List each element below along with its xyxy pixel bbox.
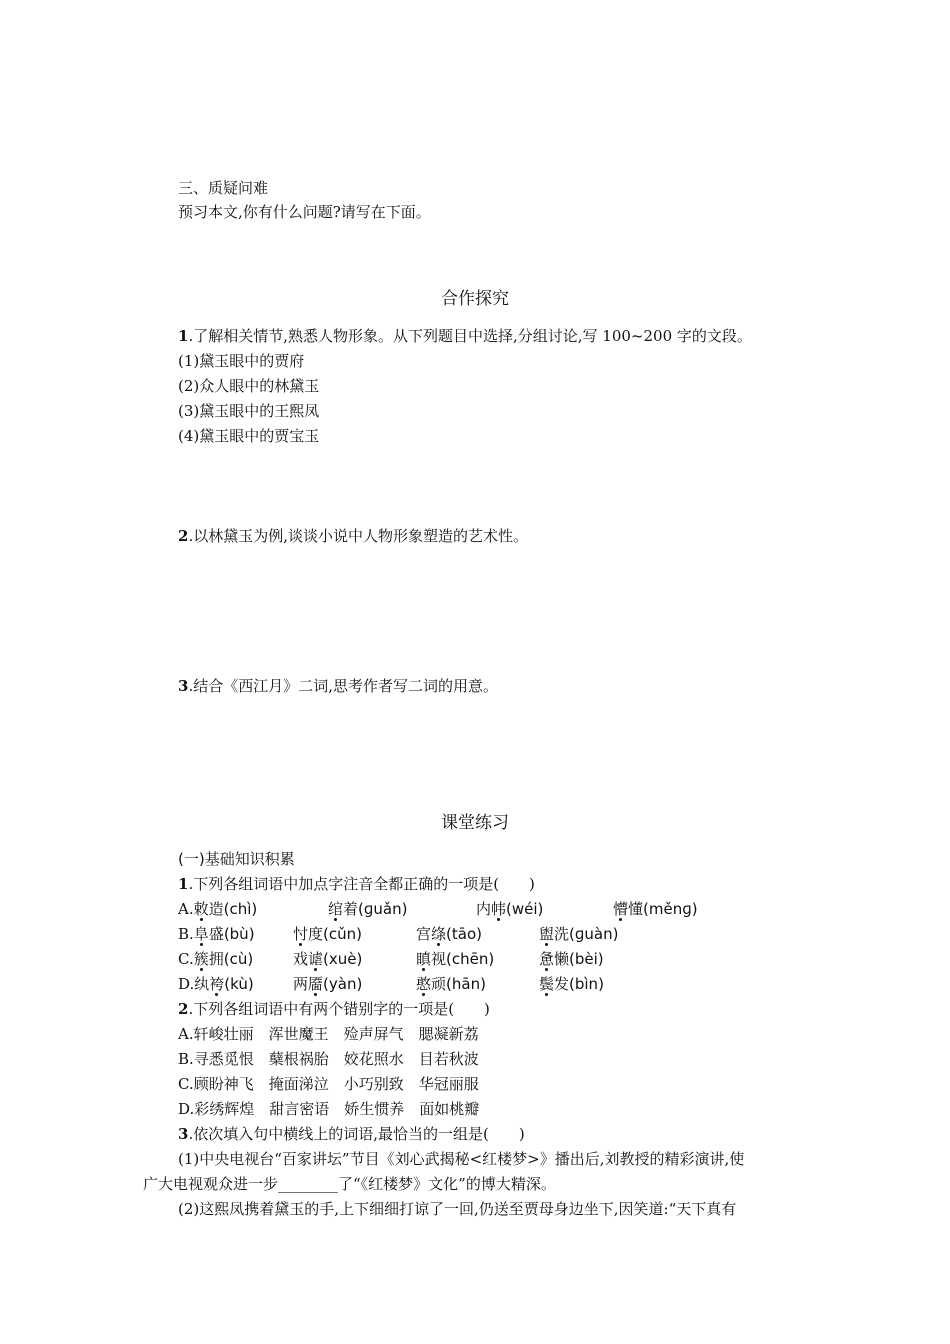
word-suffix-pinyin: (tāo) (446, 925, 482, 943)
dotted-character: 阜 (193, 925, 209, 943)
question-text: .了解相关情节,熟悉人物形象。从下列题目中选择,分组讨论,写 100~200 字的文段。 (188, 327, 752, 345)
word-suffix-pinyin: 盛(bù) (208, 925, 255, 943)
question-number: 3 (178, 1125, 189, 1143)
option-line: A.轩峻壮丽 浑世魔王 殓声屏气 腮凝新荔 (178, 1025, 479, 1043)
dotted-character: 憨 (416, 975, 432, 993)
word-suffix-pinyin: (wéi) (506, 900, 544, 918)
word-suffix-pinyin: 懒(bèi) (554, 950, 604, 968)
question-text: .下列各组词语中有两个错别字的一项是( ) (188, 1000, 490, 1018)
question-number: 2 (178, 527, 189, 545)
word-suffix-pinyin: 洗(ɡuàn) (554, 925, 619, 943)
option-label: C. (178, 950, 194, 968)
question-text: .依次填入句中横线上的词语,最恰当的一组是( ) (188, 1125, 525, 1143)
option-line: D.彩绣辉煌 甜言密语 娇生惯养 面如桃瓣 (178, 1100, 480, 1118)
dotted-character: 绦 (431, 925, 447, 943)
word-suffix-pinyin: 拥(cù) (208, 950, 254, 968)
pinyin-option-cell (416, 949, 494, 969)
word-suffix-pinyin: 着(ɡuǎn) (343, 900, 408, 918)
pinyin-option-cell (328, 899, 407, 919)
question-number: 2 (178, 1000, 189, 1018)
paragraph-line: (2)这熙凤携着黛玉的手,上下细细打谅了一回,仍送至贾母身边坐下,因笑道:“天下真有 (178, 1200, 737, 1218)
dotted-character: 靥 (308, 975, 324, 993)
word-prefix: 戏 (293, 950, 309, 968)
question-number: 3 (178, 677, 189, 695)
pinyin-option-cell (178, 899, 257, 919)
word-suffix-pinyin: 发(bìn) (554, 975, 604, 993)
pinyin-option-cell (178, 924, 255, 944)
pinyin-option-cell (539, 949, 604, 969)
word-prefix: 纨 (194, 975, 210, 993)
pinyin-option-cell (293, 949, 362, 969)
paragraph-line: (1)中央电视台“百家讲坛”节目《刘心武揭秘<红楼梦>》播出后,刘教授的精彩演讲,使 (178, 1150, 745, 1168)
dotted-character: 袴 (209, 975, 225, 993)
dotted-character: 簇 (193, 950, 209, 968)
option-line: B.寻悉觅恨 蘖根祸胎 姣花照水 目若秋波 (178, 1050, 479, 1068)
option-line: (3)黛玉眼中的王熙凤 (178, 402, 320, 420)
option-line: C.顾盼神飞 掩面涕泣 小巧别致 华冠丽服 (178, 1075, 479, 1093)
option-line: (1)黛玉眼中的贾府 (178, 352, 305, 370)
word-suffix-pinyin: 顽(hān) (431, 975, 486, 993)
section-prompt: 预习本文,你有什么问题?请写在下面。 (178, 203, 431, 221)
word-prefix: 两 (293, 975, 309, 993)
question-number: 1 (178, 875, 189, 893)
question-3 (178, 676, 498, 696)
subheading-basic-knowledge: (一)基础知识积累 (178, 850, 295, 868)
pinyin-option-cell (416, 974, 486, 994)
word-suffix-pinyin: (yàn) (323, 975, 363, 993)
dotted-character: 谑 (308, 950, 324, 968)
question-1 (178, 326, 752, 346)
word-suffix-pinyin: 造(chì) (208, 900, 258, 918)
word-suffix-pinyin: (xuè) (323, 950, 363, 968)
pinyin-option-cell (178, 974, 254, 994)
dotted-character: 绾 (328, 900, 344, 918)
question-number: 1 (178, 327, 189, 345)
word-suffix-pinyin: (kù) (224, 975, 254, 993)
option-line: (4)黛玉眼中的贾宝玉 (178, 427, 320, 445)
question-text: .以林黛玉为例,谈谈小说中人物形象塑造的艺术性。 (188, 527, 528, 545)
exercise-question-3 (178, 1124, 525, 1144)
pinyin-option-cell (476, 899, 543, 919)
section-title-questioning: 三、质疑问难 (178, 179, 269, 197)
option-line: (2)众人眼中的林黛玉 (178, 377, 320, 395)
option-label: A. (178, 900, 194, 918)
dotted-character: 帏 (491, 900, 507, 918)
heading-classroom-exercise: 课堂练习 (441, 813, 509, 833)
word-prefix: 内 (476, 900, 492, 918)
pinyin-option-cell (416, 924, 482, 944)
pinyin-option-cell (539, 924, 618, 944)
dotted-character: 鬓 (539, 975, 555, 993)
word-suffix-pinyin: 度(cǔn) (308, 925, 362, 943)
word-prefix: 宫 (416, 925, 432, 943)
option-label: D. (178, 975, 195, 993)
pinyin-option-cell (178, 949, 253, 969)
dotted-character: 敕 (193, 900, 209, 918)
word-suffix-pinyin: 视(chēn) (431, 950, 495, 968)
question-2 (178, 526, 528, 546)
word-suffix-pinyin: 懂(měnɡ) (628, 900, 698, 918)
question-text: .结合《西江月》二词,思考作者写二词的用意。 (188, 677, 498, 695)
exercise-question-2 (178, 999, 490, 1019)
dotted-character: 瞋 (416, 950, 432, 968)
heading-cooperative-inquiry: 合作探究 (441, 289, 509, 309)
dotted-character: 忖 (293, 925, 309, 943)
pinyin-option-cell (293, 924, 362, 944)
dotted-character: 懵 (613, 900, 629, 918)
question-text: .下列各组词语中加点字注音全都正确的一项是( ) (188, 875, 535, 893)
pinyin-option-cell (293, 974, 362, 994)
pinyin-option-cell (539, 974, 604, 994)
option-label: B. (178, 925, 194, 943)
dotted-character: 盥 (539, 925, 555, 943)
exercise-question-1 (178, 874, 535, 894)
dotted-character: 惫 (539, 950, 555, 968)
paragraph-line: 广大电视观众进一步________了“《红楼梦》文化”的博大精深。 (143, 1175, 556, 1193)
pinyin-option-cell (613, 899, 698, 919)
